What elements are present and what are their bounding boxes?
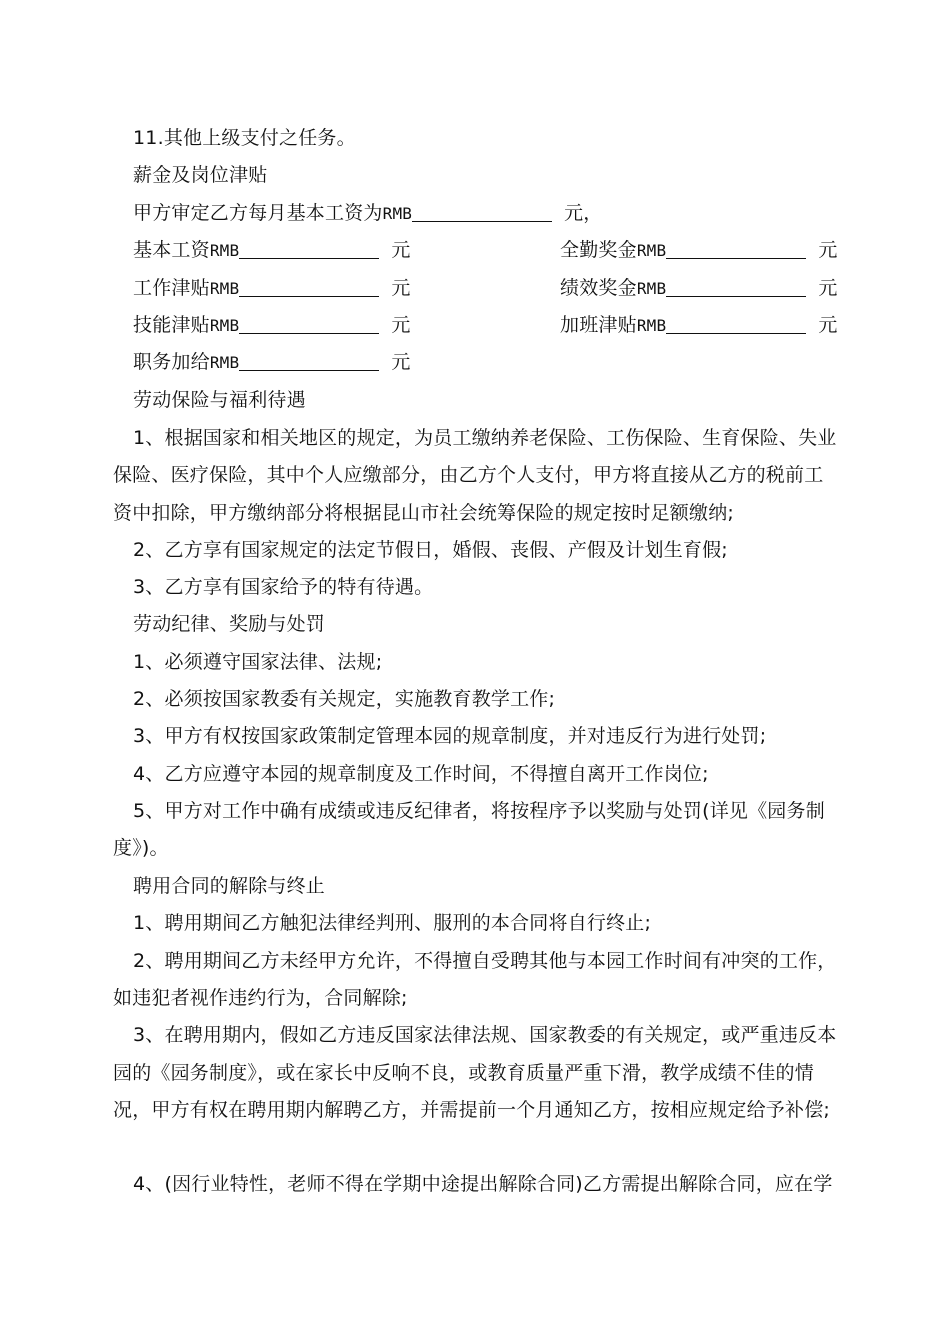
salary-row <box>133 311 858 340</box>
yuan-label: 元， <box>564 202 603 224</box>
rmb-label: RMB <box>382 204 413 223</box>
blank-underline <box>666 315 806 334</box>
section-heading-discipline: 劳动纪律、奖励与处罚 <box>133 613 326 635</box>
blank-underline <box>666 278 806 297</box>
paragraph-line: 2、聘用期间乙方未经甲方允许，不得擅自受聘其他与本园工作时间有冲突的工作， <box>133 950 837 972</box>
paragraph-line: 园的《园务制度》，或在家长中反响不良，或教育质量严重下滑，教学成绩不佳的情 <box>113 1062 814 1084</box>
paragraph-line: 度》)。 <box>113 837 169 859</box>
salary-item-label: 职务加给 <box>133 351 210 373</box>
paragraph-line: 3、甲方有权按国家政策制定管理本园的规章制度，并对违反行为进行处罚; <box>133 725 767 747</box>
section-heading-salary: 薪金及岗位津贴 <box>133 164 268 186</box>
salary-item-right <box>560 236 838 265</box>
paragraph-line: 1、根据国家和相关地区的规定，为员工缴纳养老保险、工伤保险、生育保险、失业 <box>133 427 837 449</box>
paragraph-line: 4、(因行业特性，老师不得在学期中途提出解除合同)乙方需提出解除合同，应在学 <box>133 1173 833 1195</box>
paragraph-line: 4、乙方应遵守本园的规章制度及工作时间，不得擅自离开工作岗位; <box>133 763 709 785</box>
salary-item-label: 绩效奖金 <box>560 277 637 299</box>
rmb-label: RMB <box>209 316 240 335</box>
rmb-label: RMB <box>209 241 240 260</box>
paragraph-line: 2、必须按国家教委有关规定，实施教育教学工作; <box>133 688 556 710</box>
blank-underline <box>666 240 806 259</box>
yuan-label: 元 <box>818 239 838 261</box>
yuan-label: 元 <box>391 239 411 261</box>
salary-item-right <box>560 274 838 303</box>
paragraph-line: 3、乙方享有国家给予的特有待遇。 <box>133 576 434 598</box>
yuan-label: 元 <box>818 314 838 336</box>
rmb-label: RMB <box>636 279 667 298</box>
yuan-label: 元 <box>391 277 411 299</box>
blank-underline <box>239 315 379 334</box>
salary-item-label: 工作津贴 <box>133 277 210 299</box>
salary-row <box>133 348 858 377</box>
paragraph-line: 如违犯者视作违约行为，合同解除; <box>113 987 408 1009</box>
rmb-label: RMB <box>636 316 667 335</box>
salary-row <box>133 236 858 265</box>
section-heading-insurance: 劳动保险与福利待遇 <box>133 389 306 411</box>
salary-row <box>133 274 858 303</box>
blank-underline <box>239 352 379 371</box>
paragraph-line: 况，甲方有权在聘用期内解聘乙方，并需提前一个月通知乙方，按相应规定给予补偿; <box>113 1099 831 1121</box>
section-heading-termination: 聘用合同的解除与终止 <box>133 875 326 897</box>
salary-item-label: 技能津贴 <box>133 314 210 336</box>
blank-underline <box>412 203 552 222</box>
yuan-label: 元 <box>818 277 838 299</box>
paragraph-line: 3、在聘用期内，假如乙方违反国家法律法规、国家教委的有关规定，或严重违反本 <box>133 1024 837 1046</box>
paragraph-line: 5、甲方对工作中确有成绩或违反纪律者，将按程序予以奖励与处罚(详见《园务制 <box>133 800 825 822</box>
salary-item-label: 全勤奖金 <box>560 239 637 261</box>
paragraph-line: 保险、医疗保险，其中个人应缴部分，由乙方个人支付，甲方将直接从乙方的税前工 <box>113 464 824 486</box>
base-salary-line <box>133 199 858 228</box>
item-11: 11.其他上级支付之任务。 <box>133 127 356 149</box>
paragraph-line: 1、聘用期间乙方触犯法律经判刑、服刑的本合同将自行终止; <box>133 912 652 934</box>
salary-item-right <box>560 311 838 340</box>
yuan-label: 元 <box>391 351 411 373</box>
yuan-label: 元 <box>391 314 411 336</box>
salary-item-label: 基本工资 <box>133 239 210 261</box>
rmb-label: RMB <box>636 241 667 260</box>
paragraph-line: 1、必须遵守国家法律、法规; <box>133 651 383 673</box>
rmb-label: RMB <box>209 353 240 372</box>
blank-underline <box>239 240 379 259</box>
paragraph-line: 资中扣除，甲方缴纳部分将根据昆山市社会统筹保险的规定按时足额缴纳; <box>113 502 735 524</box>
blank-underline <box>239 278 379 297</box>
salary-item-label: 加班津贴 <box>560 314 637 336</box>
rmb-label: RMB <box>209 279 240 298</box>
base-salary-label: 甲方审定乙方每月基本工资为 <box>133 202 383 224</box>
paragraph-line: 2、乙方享有国家规定的法定节假日，婚假、丧假、产假及计划生育假; <box>133 539 728 561</box>
